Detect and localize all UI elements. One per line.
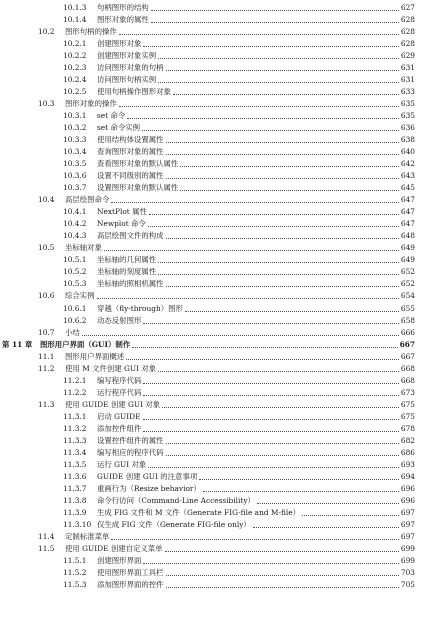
dot-leader (104, 250, 399, 251)
dot-leader (127, 118, 399, 119)
toc-entry-page: 658 (400, 315, 415, 325)
toc-entry (63, 315, 415, 327)
dot-leader (119, 106, 399, 107)
toc-entry-number: 10.3.3 (63, 135, 87, 145)
toc-entry-number: 10.3.2 (63, 123, 87, 133)
toc-entry-page: 675 (400, 399, 415, 409)
toc-entry (63, 62, 415, 74)
toc-entry-number: 10.3.4 (63, 147, 87, 157)
toc-entry-number: 10.2.1 (63, 39, 87, 49)
toc-entry-title: 图形句柄的操作 (65, 27, 117, 37)
toc-entry-title: 综合实例 (65, 291, 95, 301)
dot-leader (111, 202, 399, 203)
toc-entry-page: 668 (400, 363, 415, 373)
toc-entry-page: 699 (400, 543, 415, 553)
toc-entry-page: 675 (400, 411, 415, 421)
dot-leader (166, 575, 399, 576)
toc-entry (38, 363, 415, 375)
toc-entry-title: 坐标轴的几何属性 (97, 255, 157, 265)
toc-entry-number: 11.5.1 (63, 555, 87, 565)
toc-entry-page: 678 (400, 423, 415, 433)
dot-leader (142, 130, 399, 131)
dot-leader (151, 22, 399, 23)
toc-entry-page: 628 (400, 27, 415, 37)
toc-entry-number: 10.1.3 (63, 3, 87, 12)
toc-entry-title: 使用句柄操作图形对象 (97, 87, 171, 97)
dot-leader (166, 455, 399, 456)
dot-leader (149, 214, 399, 215)
toc-entry-page: 652 (400, 267, 415, 277)
dot-leader (143, 383, 399, 384)
toc-entry-title: 查看图形对象的默认属性 (97, 159, 179, 169)
toc-chapter-entry (2, 339, 415, 351)
toc-entry-title: 命令行访问（Command-Line Accessibility） (97, 495, 255, 505)
toc-entry-title: 图形用户界面（GUI）制作 (40, 339, 131, 349)
toc-entry (63, 555, 415, 567)
dot-leader (119, 34, 399, 35)
toc-entry (38, 290, 415, 302)
toc-entry (63, 411, 415, 423)
toc-entry (63, 146, 415, 158)
toc-entry (63, 507, 415, 519)
toc-entry-page: 696 (400, 483, 415, 493)
toc-entry-page: 638 (400, 135, 415, 145)
toc-entry-title: 使用 GUIDE 创建自定义菜单 (65, 543, 163, 553)
dot-leader (143, 419, 399, 420)
toc-entry (38, 242, 415, 254)
toc-entry-number: 10.5 (38, 243, 55, 253)
toc-entry (38, 351, 415, 363)
toc-entry-number: 10.2.4 (63, 75, 87, 85)
toc-entry-title: GUIDE 创建 GUI 的注意事项 (97, 471, 198, 481)
dot-leader (166, 587, 399, 588)
toc-entry (63, 14, 415, 26)
toc-entry-title: 编写相应的程序代码 (97, 447, 164, 457)
toc-entry-title: NextPlot 属性 (97, 207, 147, 217)
toc-entry (38, 98, 415, 110)
dot-leader (253, 527, 399, 528)
toc-entry-title: 设置不同级别的属性 (97, 171, 164, 181)
dot-leader (166, 286, 399, 287)
toc-entry-number: 11.3.6 (63, 471, 87, 481)
toc-entry-title: 添加图形界面的控件 (97, 579, 164, 589)
toc-entry-number: 10.6.2 (63, 315, 87, 325)
toc-entry-page: 697 (400, 531, 415, 541)
toc-entry (63, 170, 415, 182)
toc-entry-page: 627 (400, 3, 415, 12)
toc-entry-page: 696 (400, 495, 415, 505)
toc-entry-number: 10.5.1 (63, 255, 87, 265)
dot-leader (199, 479, 399, 480)
toc-entry (63, 278, 415, 290)
toc-entry-page: 628 (400, 15, 415, 25)
toc-entry (63, 459, 415, 471)
toc-entry-title: 设置图形对象的默认属性 (97, 183, 179, 193)
dot-leader (148, 226, 399, 227)
toc-entry-number: 11.4 (38, 531, 55, 541)
toc-entry-title: 使用 GUIDE 创建 GUI 对象 (65, 399, 161, 409)
dot-leader (166, 142, 399, 143)
toc-entry (63, 519, 415, 531)
toc-entry-title: 图形用户界面概述 (65, 351, 125, 361)
toc-entry-number: 10.4.1 (63, 207, 87, 217)
dot-leader (173, 94, 399, 95)
dot-leader (257, 503, 399, 504)
toc-entry-title: 定制标准菜单 (65, 531, 110, 541)
toc-entry-number: 第 11 章 (2, 339, 33, 349)
toc-entry-number: 10.4.3 (63, 231, 87, 241)
toc-entry (63, 447, 415, 459)
toc-entry-page: 631 (400, 75, 415, 85)
dot-leader (165, 551, 399, 552)
toc-entry-page: 628 (400, 39, 415, 49)
toc-entry-number: 11.3.10 (63, 519, 92, 529)
toc-entry (63, 206, 415, 218)
toc-entry (63, 38, 415, 50)
dot-leader (158, 274, 399, 275)
dot-leader (166, 70, 399, 71)
dot-leader (143, 563, 399, 564)
dot-leader (166, 178, 399, 179)
toc-entry-title: 高层绘图命令 (65, 195, 110, 205)
toc-entry (38, 531, 415, 543)
toc-entry-page: 647 (400, 207, 415, 217)
toc-entry (63, 122, 415, 134)
toc-entry (63, 579, 415, 591)
toc-entry-page: 668 (400, 375, 415, 385)
toc-entry-title: 访问图形句柄实例 (97, 75, 157, 85)
toc-entry-number: 11.1 (38, 351, 55, 361)
toc-entry-number: 11.3.9 (63, 507, 87, 517)
dot-leader (166, 238, 399, 239)
toc-entry-page: 652 (400, 279, 415, 289)
toc-entry-title: 坐标轴的照相机属性 (97, 279, 164, 289)
toc-entry (63, 495, 415, 507)
toc-entry-title: 仅生成 FIG 文件（Generate FIG-file only） (97, 519, 251, 529)
toc-entry-page: 703 (400, 567, 415, 577)
toc-entry-page: 655 (400, 303, 415, 313)
toc-entry-number: 11.3.2 (63, 423, 87, 433)
toc-entry-title: set 命令 (97, 111, 126, 121)
dot-leader (166, 443, 399, 444)
toc-entry-number: 11.3 (38, 399, 55, 409)
toc-entry (63, 50, 415, 62)
toc-entry-title: 访问图形对象的句柄 (97, 63, 164, 73)
toc-entry-number: 10.2.3 (63, 63, 87, 73)
dot-leader (166, 154, 399, 155)
toc-entry-title: set 命令实例 (97, 123, 141, 133)
toc-entry (38, 327, 415, 339)
toc-entry-page: 633 (400, 87, 415, 97)
toc-entry-page: 694 (400, 471, 415, 481)
dot-leader (97, 298, 399, 299)
toc-entry-title: 添加控件组件 (97, 423, 142, 433)
toc-entry-page: 649 (400, 255, 415, 265)
toc-entry-title: 生成 FIG 文件和 M 文件（Generate FIG-file and M-file） (97, 507, 301, 517)
toc-entry-page: 697 (400, 507, 415, 517)
toc-entry-number: 11.3.3 (63, 435, 87, 445)
dot-leader (158, 82, 399, 83)
toc-entry-title: 图形对象的属性 (97, 15, 149, 25)
toc-entry-title: 使用结构体设置属性 (97, 135, 164, 145)
toc-entry-title: 使用图形界面工具栏 (97, 567, 164, 577)
toc-entry-title: 重画行为（Resize behavior） (97, 483, 201, 493)
toc-entry-number: 10.3.7 (63, 183, 87, 193)
toc-entry-title: 创建图形对象实例 (97, 51, 157, 61)
toc-entry (63, 303, 415, 315)
toc-entry (63, 86, 415, 98)
toc-entry (63, 134, 415, 146)
toc-entry-number: 10.2.2 (63, 51, 87, 61)
toc-entry-title: 查询图形对象的属性 (97, 147, 164, 157)
toc-entry-page: 666 (400, 327, 415, 337)
toc-entry-page: 636 (400, 123, 415, 133)
toc-entry-page: 682 (400, 435, 415, 445)
toc-entry-number: 11.2.2 (63, 387, 87, 397)
toc-entry-title: 图形对象的操作 (65, 99, 117, 109)
toc-entry (63, 435, 415, 447)
dot-leader (132, 347, 397, 348)
toc-entry-number: 11.2 (38, 363, 55, 373)
toc-entry-page: 693 (400, 459, 415, 469)
toc-entry-number: 11.3.5 (63, 459, 87, 469)
toc-entry-page: 686 (400, 447, 415, 457)
toc-entry-page: 645 (400, 183, 415, 193)
toc-entry-page: 647 (400, 195, 415, 205)
toc-entry-title: 设置控件组件的属性 (97, 435, 164, 445)
toc-entry-page: 667 (400, 351, 415, 361)
toc-entry-page: 673 (400, 387, 415, 397)
toc-entry-title: 动态反射图形 (97, 315, 142, 325)
dot-leader (158, 262, 399, 263)
dot-leader (203, 491, 399, 492)
toc-entry-page: 648 (400, 231, 415, 241)
toc-entry-page: 642 (400, 159, 415, 169)
toc-entry (63, 483, 415, 495)
toc-entry-number: 10.2.5 (63, 87, 87, 97)
toc-entry-number: 11.3.4 (63, 447, 87, 457)
toc-entry-page: 697 (400, 519, 415, 529)
toc-entry-number: 10.6.1 (63, 303, 87, 313)
toc-entry (63, 158, 415, 170)
toc-entry-page: 635 (400, 111, 415, 121)
toc-entry-page: 643 (400, 171, 415, 181)
toc-entry (63, 254, 415, 266)
toc-entry (38, 399, 415, 411)
dot-leader (302, 515, 399, 516)
toc-entry (63, 74, 415, 86)
toc-entry (63, 423, 415, 435)
toc-entry (63, 387, 415, 399)
toc-entry-number: 10.6 (38, 291, 55, 301)
toc-entry-title: 运行程序代码 (97, 387, 142, 397)
dot-leader (143, 395, 399, 396)
toc-entry-page: 654 (400, 291, 415, 301)
dot-leader (148, 467, 399, 468)
toc-entry (63, 375, 415, 387)
toc-entry-title: 坐标轴对象 (65, 243, 102, 253)
dot-leader (143, 46, 399, 47)
toc-entry-number: 10.5.3 (63, 279, 87, 289)
toc-entry-title: 运行 GUI 对象 (97, 459, 147, 469)
toc-entry-number: 11.2.1 (63, 375, 87, 385)
toc-entry (38, 543, 415, 555)
dot-leader (162, 407, 399, 408)
toc-entry (63, 182, 415, 194)
toc-entry-page: 647 (400, 219, 415, 229)
toc-entry (38, 194, 415, 206)
toc-entry-number: 11.3.8 (63, 495, 87, 505)
toc-entry-title: Newplot 命令 (97, 219, 146, 229)
toc-entry-number: 11.5 (38, 543, 55, 553)
toc-entry-number: 10.3.6 (63, 171, 87, 181)
toc-entry (63, 110, 415, 122)
toc-entry-number: 10.2 (38, 27, 55, 37)
toc-entry (63, 218, 415, 230)
toc-entry-page: 667 (399, 339, 415, 349)
toc-entry-number: 10.4.2 (63, 219, 87, 229)
toc-entry-title: 穿越（fly-through）图形 (97, 303, 183, 313)
dot-leader (180, 166, 399, 167)
toc-entry-number: 10.3 (38, 99, 55, 109)
toc-entry-number: 11.3.7 (63, 483, 87, 493)
toc-entry-title: 编写程序代码 (97, 375, 142, 385)
toc-entry-title: 高层绘图文件的构成 (97, 231, 164, 241)
dot-leader (143, 431, 399, 432)
toc-entry-number: 10.5.2 (63, 267, 87, 277)
toc-entry (38, 26, 415, 38)
dot-leader (158, 371, 399, 372)
toc-entry (63, 230, 415, 242)
toc-entry-page: 705 (400, 579, 415, 589)
dot-leader (82, 335, 399, 336)
toc-entry-number: 10.1.4 (63, 15, 87, 25)
toc-entry-title: 坐标轴的刻度属性 (97, 267, 157, 277)
toc-entry-title: 创建图形对象 (97, 39, 142, 49)
toc-entry-number: 11.3.1 (63, 411, 87, 421)
toc-entry-page: 649 (400, 243, 415, 253)
dot-leader (185, 311, 399, 312)
toc-entry-page: 635 (400, 99, 415, 109)
toc-entry-number: 10.7 (38, 327, 55, 337)
dot-leader (158, 58, 399, 59)
toc-entry (63, 2, 415, 14)
dot-leader (151, 10, 399, 11)
dot-leader (180, 190, 399, 191)
toc-entry-page: 631 (400, 63, 415, 73)
toc-entry-number: 11.5.3 (63, 579, 87, 589)
toc-entry-title: 句柄图形的结构 (97, 3, 149, 12)
toc-entry (63, 266, 415, 278)
toc-entry (63, 567, 415, 579)
toc-entry-title: 启动 GUIDE (97, 411, 141, 421)
toc-entry-number: 10.3.1 (63, 111, 87, 121)
toc-entry-title: 创建图形界面 (97, 555, 142, 565)
toc-entry-number: 10.4 (38, 195, 55, 205)
toc-entry-number: 11.5.2 (63, 567, 87, 577)
toc-entry-title: 使用 M 文件创建 GUI 对象 (65, 363, 157, 373)
toc-entry-page: 640 (400, 147, 415, 157)
toc-entry (63, 471, 415, 483)
dot-leader (111, 539, 399, 540)
dot-leader (143, 323, 399, 324)
toc-entry-page: 629 (400, 51, 415, 61)
toc-entry-page: 699 (400, 555, 415, 565)
toc-entry-number: 10.3.5 (63, 159, 87, 169)
dot-leader (126, 359, 399, 360)
toc-entry-title: 小结 (65, 327, 80, 337)
